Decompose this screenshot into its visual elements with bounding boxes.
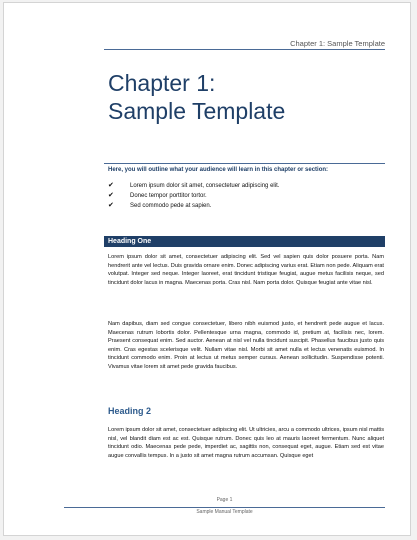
paragraph-1: Lorem ipsum dolor sit amet, consectetuer adipiscing elit. Sed vel sapien quis dolor posuere porta. Nam hendrerit ante vel lectus. Duis gravida ornare enim. Donec adipiscing varius erat. Etiam non pede. Aliquam erat volutpat. Integer sed neque. Integer laoreet, erat tincidunt tristique feugiat, augue metus facilisis neque, sed tincidunt dolor lacus in magna. Maecenas porta. Cras nisl. Nam porta dolor. Quisque feugiat ante vitae nisl. bbox=[108, 254, 384, 286]
bullet-list bbox=[108, 181, 279, 211]
header-rule bbox=[104, 49, 385, 50]
bullet-text: Donec tempor porttitor tortor. bbox=[130, 193, 207, 199]
bullet-text: Sed commodo pede at sapien. bbox=[130, 203, 212, 209]
list-item bbox=[108, 181, 279, 191]
page-number: Page 1 bbox=[216, 497, 233, 503]
footer-rule bbox=[64, 507, 385, 508]
paragraph-3: Lorem ipsum dolor sit amet, consectetuer adipiscing elit. Ut ultricies, arcu a commodo ultrices, ipsum nisl mattis nisl, vel blandit diam est ac est. Quisque rutrum. Donec quis leo at mauris laoreet fermentum. Nunc aliquet tincidunt odio. Maecenas pede pede, imperdiet ac, sagittis non, consequat eget, augue. Etiam sed est vitae augue convallis tempus. In a justo sit amet magna rutrum accumsan. Quisque eget bbox=[108, 427, 384, 459]
heading-one: Heading One bbox=[104, 236, 385, 247]
list-item bbox=[108, 201, 279, 211]
chapter-title-line2: Sample Template bbox=[108, 98, 286, 124]
page-footer bbox=[64, 497, 385, 504]
running-header: Chapter 1: Sample Template bbox=[290, 39, 385, 48]
heading-two: Heading 2 bbox=[108, 406, 152, 416]
list-item bbox=[108, 191, 279, 201]
intro-rule bbox=[104, 163, 385, 164]
footer-title-wrap bbox=[64, 509, 385, 516]
document-page bbox=[3, 2, 411, 536]
checkmark-icon: ✔ bbox=[108, 182, 114, 189]
checkmark-icon: ✔ bbox=[108, 202, 114, 209]
chapter-title bbox=[108, 69, 388, 125]
intro-text: Here, you will outline what your audience will learn in this chapter or section: bbox=[108, 167, 329, 173]
paragraph-2: Nam dapibus, diam sed congue consectetuer, libero nibh euismod justo, et hendrerit pede augue et lacus. Maecenas rutrum lobortis dolor. Pellentesque urna magna, commodo id, pretium at, facilisis nec, lorem. Praesent consequat enim. Sed auctor. Aenean at nisl vel nulla tincidunt suscipit. Phasellus faucibus justo quis enim. Cras egestas scelerisque velit. Nullam vitae nisl. Morbi sit amet nulla et lectus venenatis euismod. In tincidunt commodo enim. Proin at lectus ut metus semper cursus. Aenean sollicitudin. Suspendisse potenti. Vivamus vitae lorem sit amet pede gravida faucibus. bbox=[108, 321, 384, 370]
footer-title: Sample Manual Template bbox=[196, 509, 253, 515]
chapter-title-line1: Chapter 1: bbox=[108, 70, 216, 96]
bullet-text: Lorem ipsum dolor sit amet, consectetuer adipiscing elit. bbox=[130, 183, 280, 189]
checkmark-icon: ✔ bbox=[108, 192, 114, 199]
